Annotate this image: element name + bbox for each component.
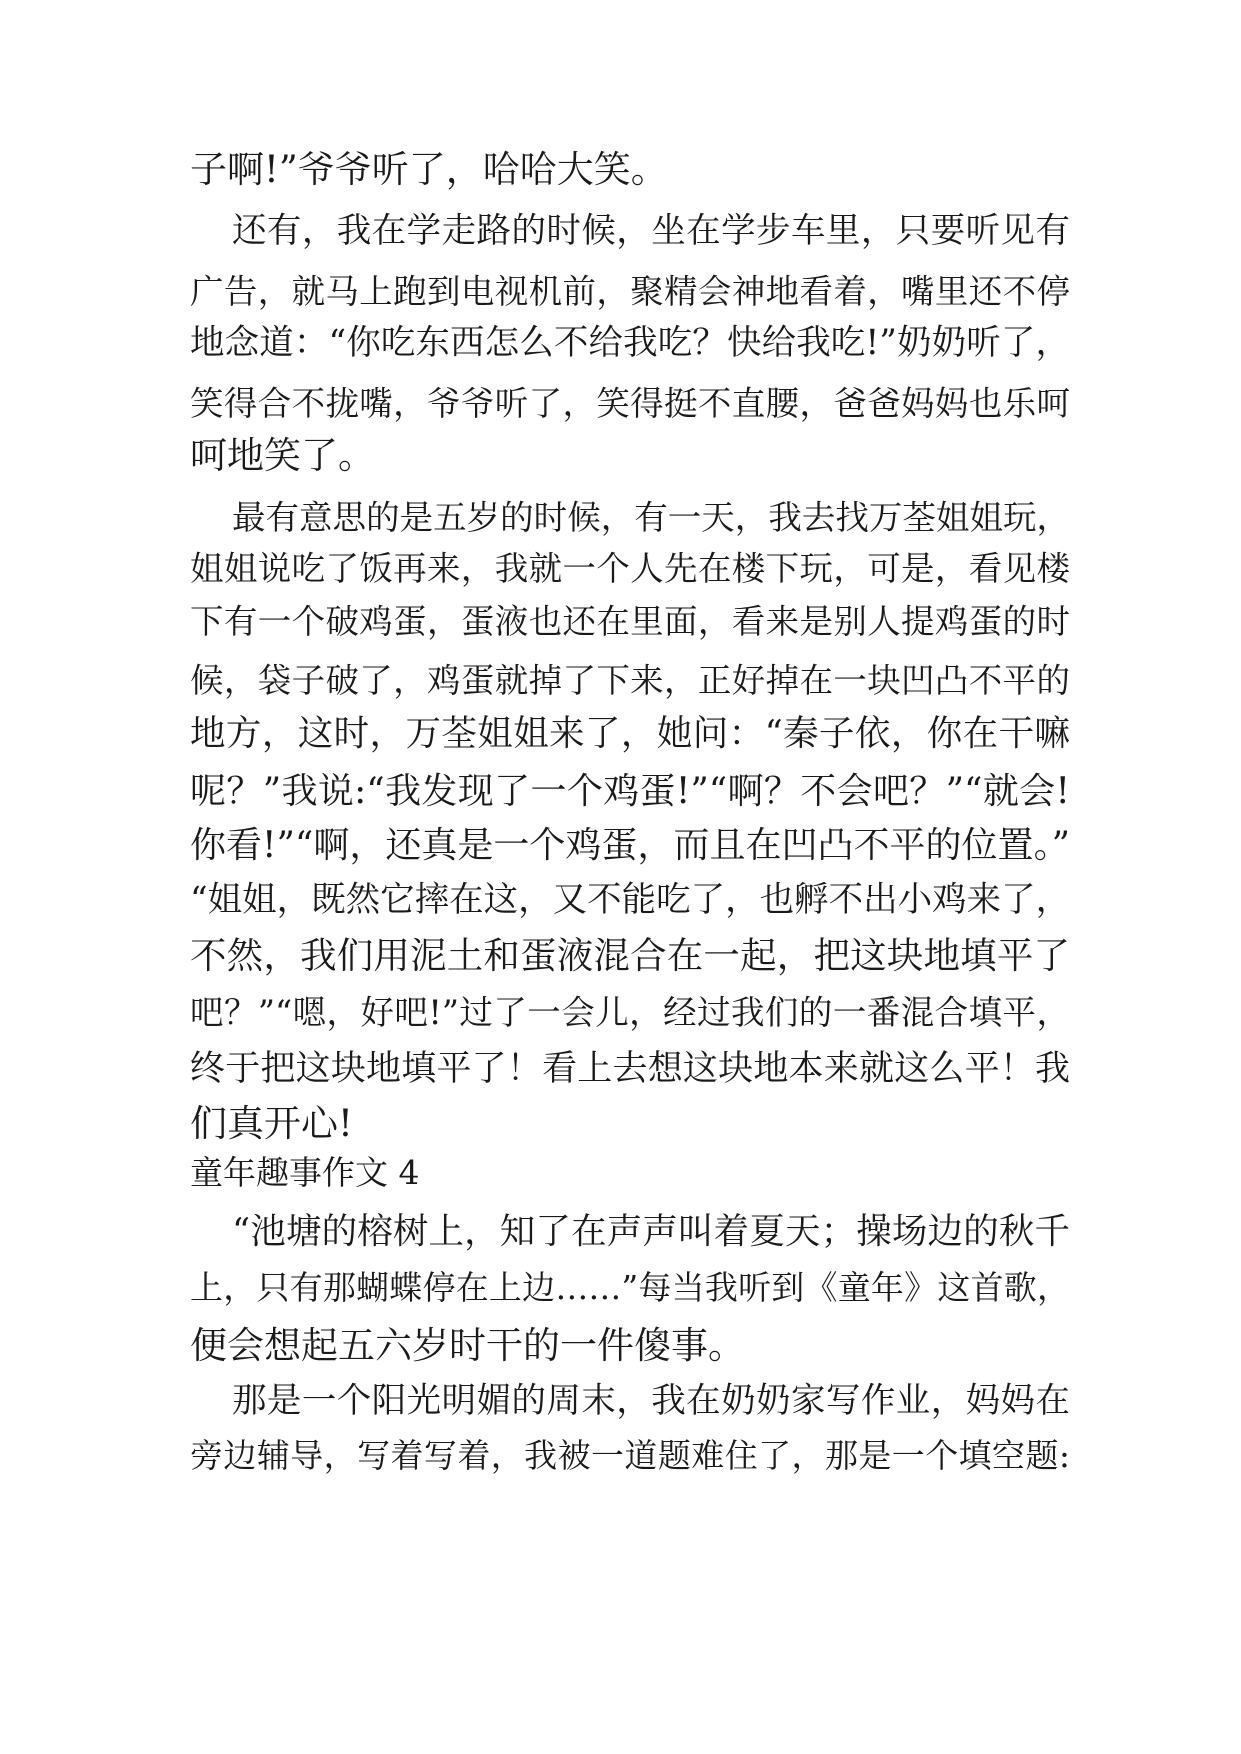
paragraph-line: 姐姐说吃了饭再来，我就一个人先在楼下玩，可是，看见楼: [190, 549, 1070, 588]
paragraph-line: 你看!”“啊，还真是一个鸡蛋，而且在凹凸不平的位置。”: [190, 825, 1070, 866]
paragraph-line: 呢？”我说:“我发现了一个鸡蛋!”“啊？不会吧？”“就会!: [190, 771, 1070, 812]
paragraph-first-line: 那是一个阳光明媚的周末，我在奶奶家写作业，妈妈在: [232, 1381, 1070, 1421]
paragraph-line: 下有一个破鸡蛋，蛋液也还在里面，看来是别人提鸡蛋的时: [190, 602, 1070, 641]
paragraph-line: 们真开心!: [190, 1102, 353, 1145]
paragraph-line: 地方，这时，万荃姐姐来了，她问：“秦子依，你在干嘛: [190, 713, 1070, 754]
paragraph-first-line: 还有，我在学走路的时候，坐在学步车里，只要听见有: [232, 211, 1070, 251]
paragraph-line: 地念道：“你吃东西怎么不给我吃？快给我吃!”奶奶听了，: [190, 323, 1070, 363]
paragraph-line: 不然，我们用泥土和蛋液混合在一起，把这块地填平了: [190, 934, 1070, 977]
paragraph-line: 笑得合不拢嘴，爷爷听了，笑得挺不直腰，爸爸妈妈也乐呵: [190, 384, 1070, 423]
paragraph-line: 子啊!”爷爷听了，哈哈大笑。: [190, 148, 668, 191]
paragraph-line: 上，只有那蝴蝶停在上边……”每当我听到《童年》这首歌，: [190, 1268, 1070, 1307]
paragraph-line: 旁边辅导，写着写着，我被一道题难住了，那是一个填空题:: [190, 1436, 1070, 1475]
paragraph-line: 广告，就马上跑到电视机前，聚精会神地看着，嘴里还不停: [190, 272, 1070, 311]
paragraph-line: 候，袋子破了，鸡蛋就掉了下来，正好掉在一块凹凸不平的: [190, 661, 1070, 700]
paragraph-line: 呵地笑了。: [190, 434, 375, 477]
section-heading: 童年趣事作文 4: [190, 1153, 420, 1192]
paragraph-first-line: “池塘的榕树上，知了在声声叫着夏天；操场边的秋千: [232, 1211, 1070, 1252]
paragraph-first-line: 最有意思的是五岁的时候，有一天，我去找万荃姐姐玩，: [232, 498, 1070, 537]
paragraph-line: 吧？”“嗯，好吧!”过了一会儿，经过我们的一番混合填平，: [190, 993, 1070, 1032]
paragraph-line: 便会想起五六岁时干的一件傻事。: [190, 1324, 745, 1367]
paragraph-line: 终于把这块地填平了！看上去想这块地本来就这么平！我: [190, 1049, 1070, 1089]
paragraph-line: “姐姐，既然它摔在这，又不能吃了，也孵不出小鸡来了，: [190, 880, 1070, 920]
